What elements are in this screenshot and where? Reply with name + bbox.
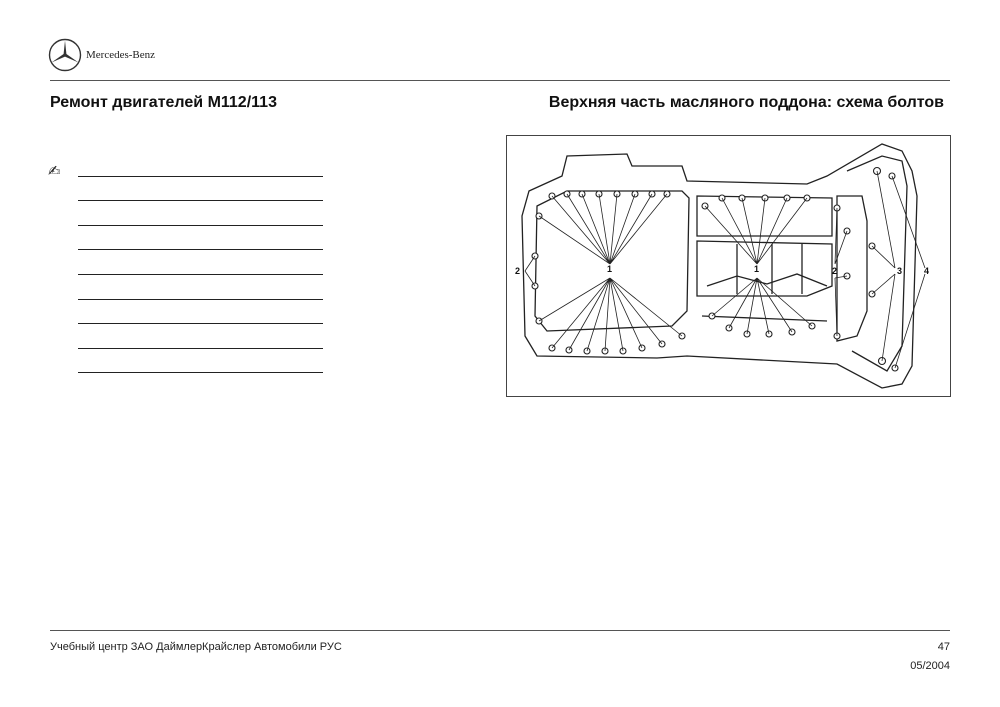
note-line	[78, 275, 323, 300]
note-line	[78, 201, 323, 226]
bolt-pattern-diagram	[506, 135, 951, 397]
header-divider	[50, 80, 950, 81]
callout-label: 2	[515, 266, 521, 276]
callout-label: 4	[924, 266, 930, 276]
footer-organization: Учебный центр ЗАО ДаймлерКрайслер Автомобили РУС	[50, 641, 342, 653]
callout-label: 1	[607, 264, 613, 274]
mercedes-star-icon	[48, 38, 82, 72]
note-line	[78, 250, 323, 275]
callout-label: 2	[832, 266, 838, 276]
note-line	[78, 349, 323, 374]
section-title: Верхняя часть масляного поддона: схема болтов	[548, 94, 944, 111]
notes-lines	[78, 152, 323, 373]
callout-label: 3	[897, 266, 903, 276]
page-number: 47	[937, 641, 950, 653]
oil-pan-drawing	[507, 136, 950, 396]
note-line	[78, 226, 323, 251]
note-line	[78, 300, 323, 325]
note-line	[78, 177, 323, 202]
note-line	[78, 324, 323, 349]
page-title: Ремонт двигателей M112/113	[50, 94, 277, 111]
callout-label: 1	[754, 264, 760, 274]
note-line	[78, 152, 323, 177]
footer-divider	[50, 630, 950, 631]
footer-date: 05/2004	[910, 660, 950, 672]
brand-name: Mercedes-Benz	[86, 49, 156, 61]
writing-hand-icon: ✍	[48, 163, 61, 180]
